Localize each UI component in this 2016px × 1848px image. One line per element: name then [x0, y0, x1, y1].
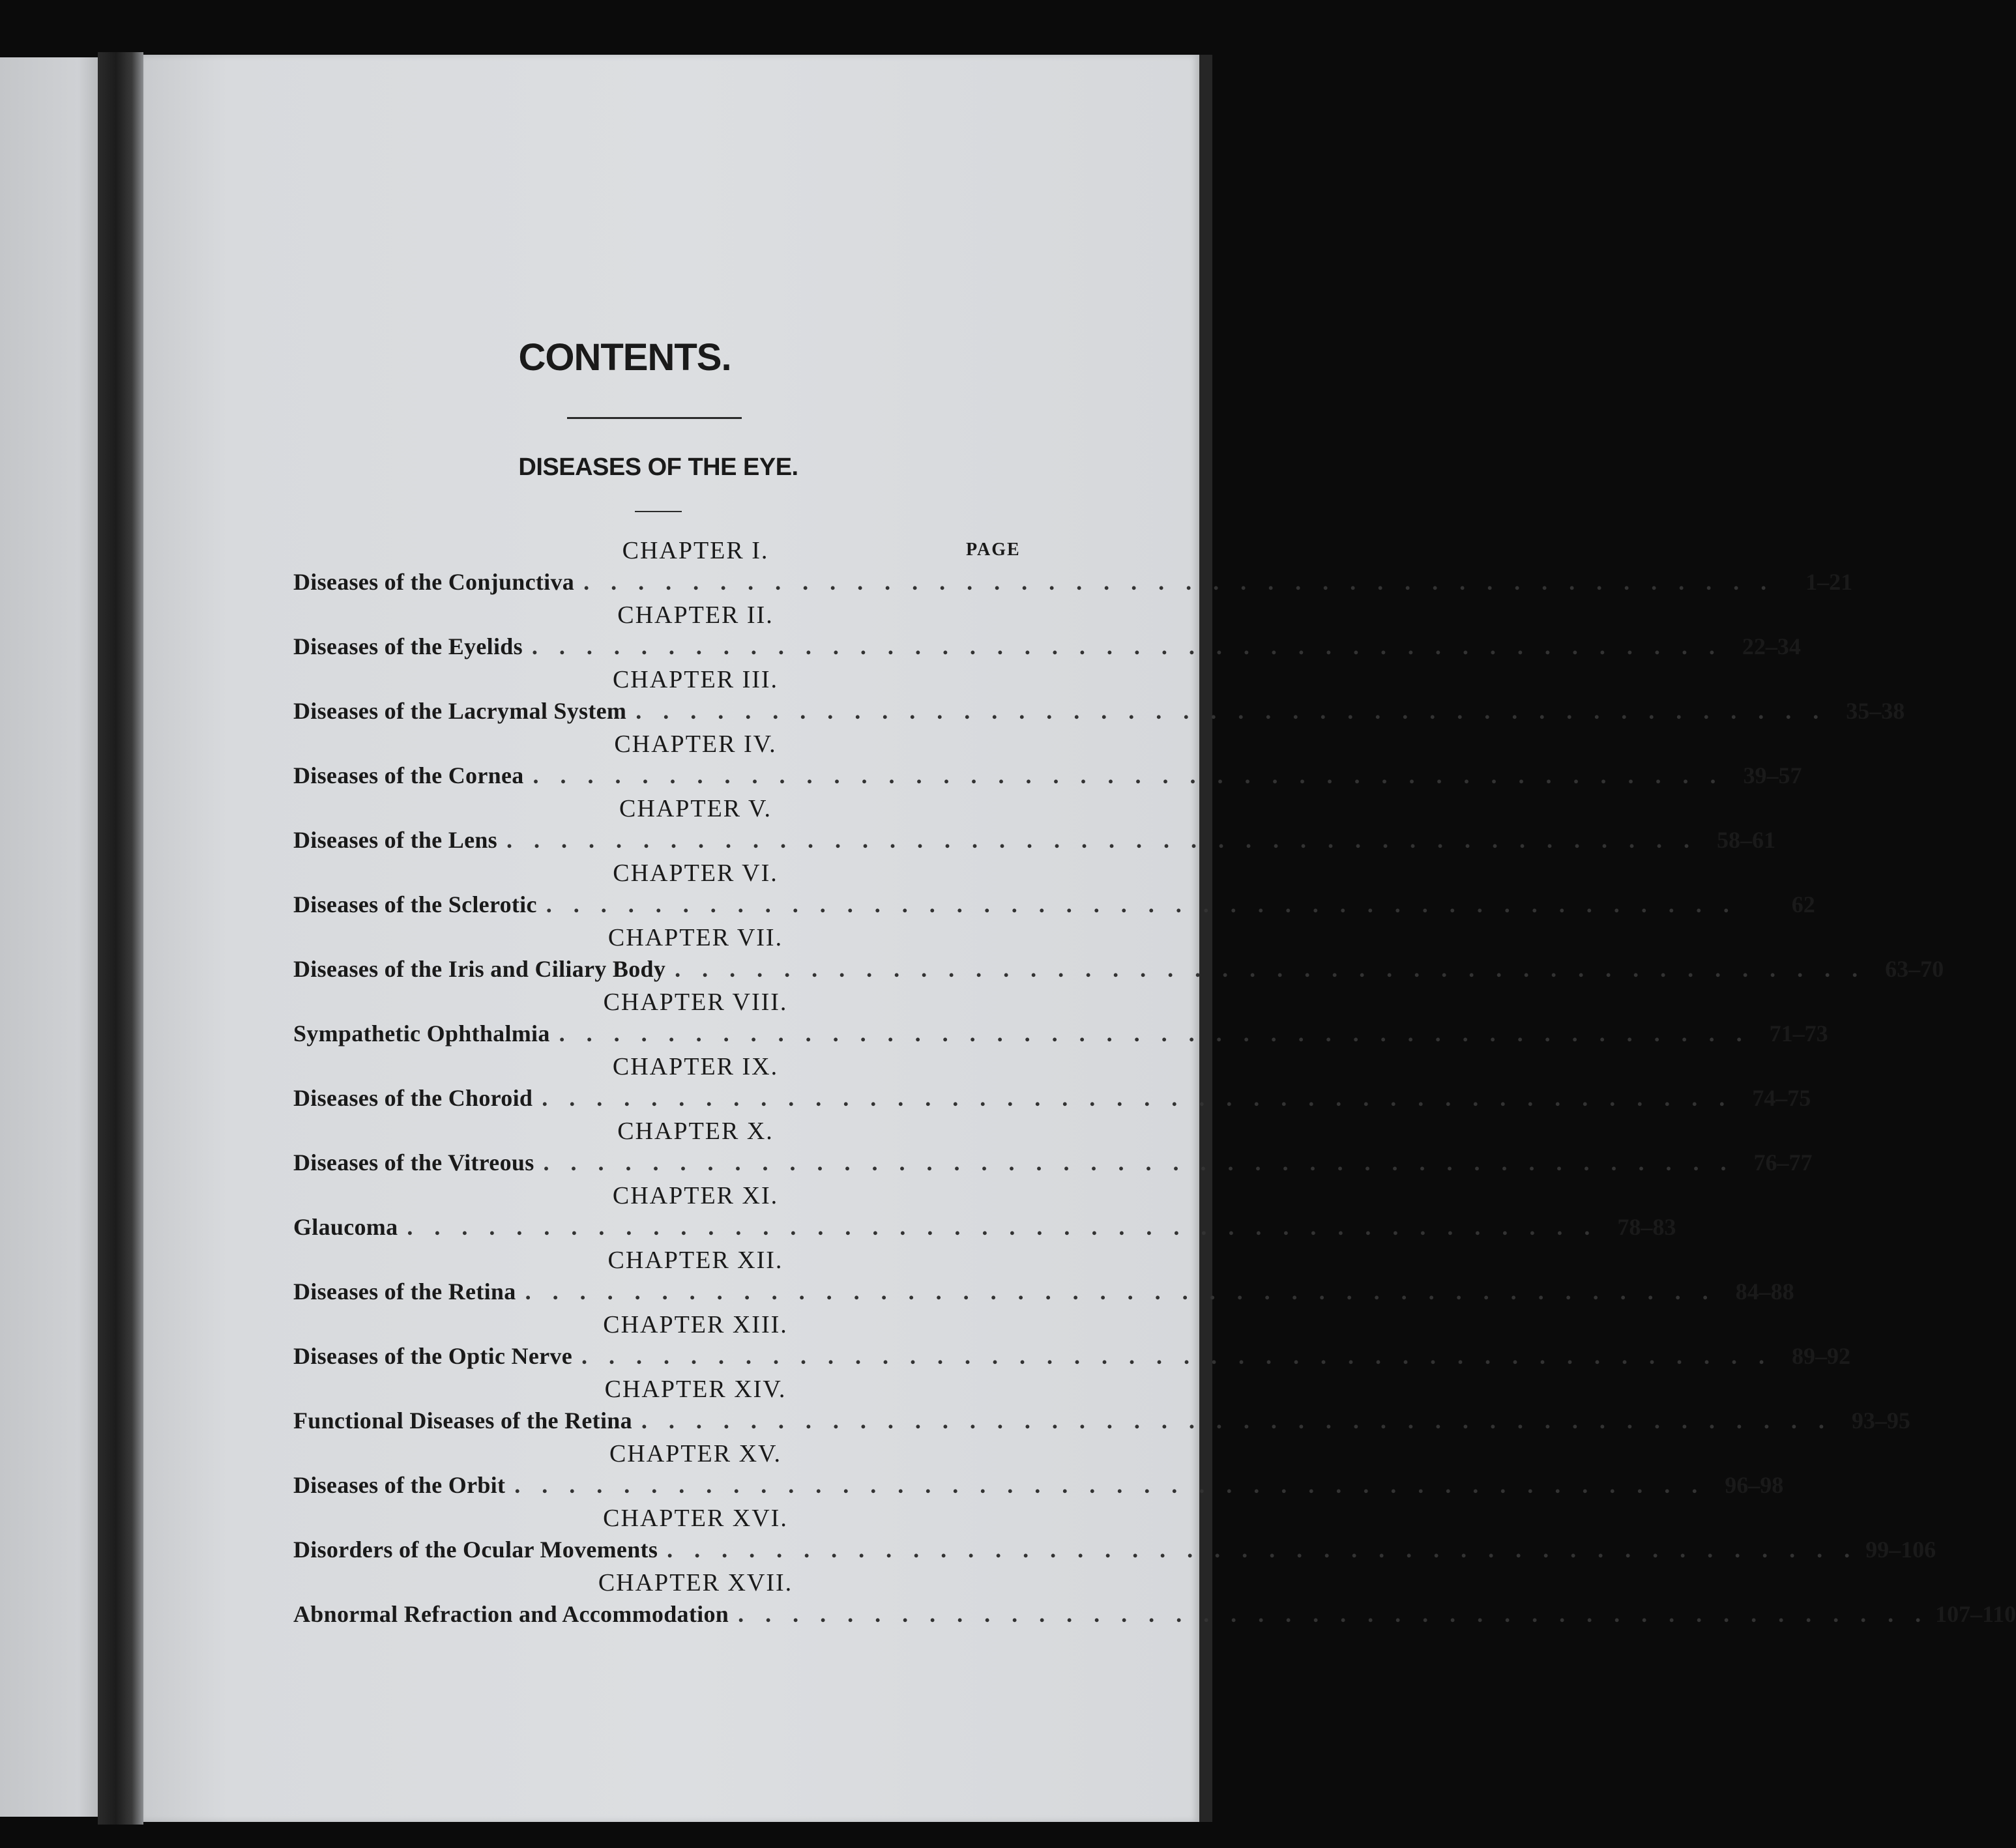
chapter-heading: CHAPTER XIII. [603, 1311, 788, 1338]
chapter-heading: CHAPTER XV. [609, 1440, 782, 1467]
toc-line [293, 1275, 1794, 1308]
facing-page-edge [0, 57, 98, 1817]
entry-pages: 1–21 [1805, 569, 1853, 595]
chapter-heading: CHAPTER XVII. [598, 1569, 793, 1596]
chapter-heading: CHAPTER XII. [607, 1247, 783, 1274]
toc-line [293, 953, 1944, 985]
page-title: CONTENTS. [518, 336, 731, 379]
dot-leader: . . . . . . . . . . . . . . . . . . . . . . . . . . . . . . . . . . . . . . . . . . . . [583, 569, 1775, 595]
entry-pages: 107–110 [1935, 1601, 2016, 1627]
entry-title: Abnormal Refraction and Accommodation [293, 1601, 729, 1627]
entry-title: Diseases of the Iris and Ciliary Body [293, 956, 666, 982]
entry-pages: 99–106 [1865, 1537, 1936, 1563]
toc-entry [293, 857, 1815, 921]
page-column-header: PAGE [966, 540, 1021, 560]
chapter-heading: CHAPTER IV. [614, 730, 777, 758]
chapter-heading: CHAPTER XI. [612, 1182, 779, 1209]
dot-leader: . . . . . . . . . . . . . . . . . . . . . . . . . . . . . . . . . . . . . . . . . . . . [635, 698, 1827, 724]
dot-leader: . . . . . . . . . . . . . . . . . . . . . . . . . . . . . . . . . . . . . . . . . . . . [667, 1537, 1858, 1563]
toc-entry [293, 728, 1802, 792]
dot-leader: . . . . . . . . . . . . . . . . . . . . . . . . . . . . . . . . . . . . . . . . . . . . [559, 1020, 1750, 1047]
toc-entry [293, 1373, 1910, 1437]
chapter-heading: CHAPTER IX. [612, 1053, 779, 1080]
section-title: DISEASES OF THE EYE. [518, 454, 798, 481]
toc-line [293, 759, 1802, 792]
toc-line [293, 888, 1815, 921]
dot-leader: . . . . . . . . . . . . . . . . . . . . . . . . . . . . . . . . . . . . . . . . . . . . [641, 1408, 1832, 1434]
entry-title: Sympathetic Ophthalmia [293, 1020, 550, 1047]
toc-line [293, 1082, 1811, 1114]
entry-pages: 96–98 [1725, 1472, 1784, 1498]
toc-line [293, 695, 1905, 727]
entry-title: Diseases of the Vitreous [293, 1149, 534, 1176]
entry-title: Diseases of the Cornea [293, 762, 524, 788]
entry-pages: 74–75 [1752, 1085, 1811, 1111]
book-spine [98, 52, 143, 1825]
entry-pages: 22–34 [1742, 633, 1801, 659]
entry-pages: 84–88 [1735, 1278, 1794, 1305]
chapter-heading: CHAPTER II. [617, 601, 774, 629]
dot-leader: . . . . . . . . . . . . . . . . . . . . . . . . . . . . . . . . . . . . . . . . . . . . [533, 762, 1724, 788]
dot-leader: . . . . . . . . . . . . . . . . . . . . . . . . . . . . . . . . . . . . . . . . . . . . [514, 1472, 1706, 1498]
chapter-heading: CHAPTER V. [619, 795, 772, 822]
toc-line [293, 824, 1775, 856]
dot-leader: . . . . . . . . . . . . . . . . . . . . . . . . . . . . . . . . . . . . . . . . . . . . [581, 1343, 1772, 1369]
entry-title: Diseases of the Optic Nerve [293, 1343, 572, 1369]
entry-title: Diseases of the Choroid [293, 1085, 533, 1111]
toc-line [293, 1469, 1784, 1501]
entry-pages: 76–77 [1753, 1149, 1813, 1176]
toc-entry [293, 534, 1853, 599]
toc-entry [293, 599, 1801, 663]
toc-line [293, 1533, 1936, 1566]
chapter-heading: CHAPTER XIV. [604, 1376, 787, 1403]
toc-entry [293, 1308, 1850, 1373]
entry-title: Diseases of the Sclerotic [293, 891, 537, 917]
entry-title: Diseases of the Lacrymal System [293, 698, 627, 724]
table-of-contents [293, 534, 2016, 1631]
chapter-heading: CHAPTER VIII. [603, 989, 788, 1016]
entry-pages: 89–92 [1792, 1343, 1850, 1369]
entry-pages: 39–57 [1743, 762, 1802, 788]
entry-title: Disorders of the Ocular Movements [293, 1537, 658, 1563]
entry-title: Diseases of the Orbit [293, 1472, 506, 1498]
chapter-heading: CHAPTER XVI. [603, 1505, 788, 1532]
chapter-heading: CHAPTER VII. [607, 924, 783, 951]
entry-pages: 93–95 [1851, 1408, 1910, 1434]
toc-entry [293, 1179, 1676, 1244]
toc-entry [293, 1566, 2016, 1631]
toc-entry [293, 1050, 1811, 1115]
entry-pages: 58–61 [1716, 827, 1775, 853]
toc-entry [293, 986, 1828, 1050]
dot-leader: . . . . . . . . . . . . . . . . . . . . . . . . . . . . . . . . . . . . . . . . . . . . [407, 1214, 1598, 1240]
dot-leader: . . . . . . . . . . . . . . . . . . . . . . . . . . . . . . . . . . . . . . . . . . . . [675, 956, 1866, 982]
dot-leader: . . . . . . . . . . . . . . . . . . . . . . . . . . . . . . . . . . . . . . . . . . . . [738, 1601, 1929, 1627]
toc-line [293, 566, 1853, 598]
entry-title: Functional Diseases of the Retina [293, 1408, 632, 1434]
entry-pages: 71–73 [1769, 1020, 1828, 1047]
dot-leader: . . . . . . . . . . . . . . . . . . . . . . . . . . . . . . . . . . . . . . . . . . . . [542, 1085, 1733, 1111]
toc-line [293, 1404, 1910, 1437]
toc-entry [293, 921, 1944, 986]
entry-title: Diseases of the Eyelids [293, 633, 523, 659]
toc-line [293, 630, 1801, 663]
chapter-heading: CHAPTER X. [617, 1118, 774, 1145]
entry-pages: 62 [1791, 891, 1815, 917]
entry-title: Diseases of the Lens [293, 827, 497, 853]
section-rule [635, 511, 682, 512]
chapter-heading: CHAPTER III. [612, 666, 779, 693]
entry-pages: 35–38 [1846, 698, 1905, 724]
dot-leader: . . . . . . . . . . . . . . . . . . . . . . . . . . . . . . . . . . . . . . . . . . . . [531, 633, 1723, 659]
toc-line [293, 1146, 1813, 1179]
chapter-heading: CHAPTER I. [622, 537, 769, 564]
toc-entry [293, 1502, 1936, 1566]
entry-pages: 63–70 [1885, 956, 1944, 982]
toc-entry [293, 1115, 1813, 1179]
toc-entry [293, 1437, 1784, 1502]
toc-line [293, 1211, 1676, 1243]
toc-line [293, 1598, 2016, 1630]
toc-entry [293, 792, 1775, 857]
toc-line [293, 1017, 1828, 1050]
toc-line [293, 1340, 1850, 1372]
dot-leader: . . . . . . . . . . . . . . . . . . . . . . . . . . . . . . . . . . . . . . . . . . . . [546, 891, 1737, 917]
entry-title: Glaucoma [293, 1214, 398, 1240]
toc-entry [293, 663, 1905, 728]
dot-leader: . . . . . . . . . . . . . . . . . . . . . . . . . . . . . . . . . . . . . . . . . . . . [543, 1149, 1734, 1176]
entry-title: Diseases of the Retina [293, 1278, 516, 1305]
title-rule [567, 417, 742, 419]
entry-title: Diseases of the Conjunctiva [293, 569, 575, 595]
dot-leader: . . . . . . . . . . . . . . . . . . . . . . . . . . . . . . . . . . . . . . . . . . . . [506, 827, 1697, 853]
entry-pages: 78–83 [1617, 1214, 1676, 1240]
chapter-heading: CHAPTER VI. [613, 859, 778, 887]
toc-entry [293, 1244, 1794, 1308]
dot-leader: . . . . . . . . . . . . . . . . . . . . . . . . . . . . . . . . . . . . . . . . . . . . [525, 1278, 1716, 1305]
